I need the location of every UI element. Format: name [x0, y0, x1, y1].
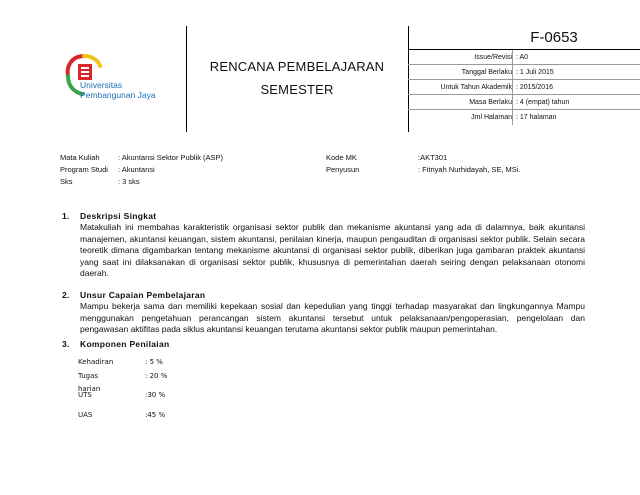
section-number: 1.	[62, 211, 70, 221]
info-row	[60, 152, 320, 164]
component-percent: : 5 %	[145, 358, 163, 366]
meta-label: Issue/Revisi	[474, 54, 512, 61]
info-row	[326, 164, 586, 176]
section-number: 3.	[62, 339, 70, 349]
document-title	[186, 26, 408, 132]
info-label: Program Studi	[60, 165, 108, 174]
component-name: UTS	[78, 391, 92, 399]
component-percent: : 20 %	[145, 371, 168, 380]
meta-separator	[512, 65, 513, 79]
meta-label: Masa Berlaku	[469, 99, 512, 106]
meta-value: : 4 (empat) tahun	[516, 99, 570, 106]
info-value: : Akuntansi	[118, 165, 155, 174]
section-number: 2.	[62, 290, 70, 300]
info-value: :AKT301	[418, 153, 448, 162]
info-label: Kode MK	[326, 153, 357, 162]
meta-label: Jml Halaman	[471, 114, 512, 121]
meta-row	[408, 50, 640, 65]
meta-value: : 1 Juli 2015	[516, 69, 554, 76]
info-label: Sks	[60, 177, 73, 186]
component-name: UAS	[78, 410, 93, 419]
logo-line-2: Pembangunan Jaya	[80, 90, 156, 100]
section-title: Deskripsi Singkat	[80, 211, 157, 221]
info-row	[326, 152, 586, 164]
meta-separator	[512, 80, 513, 94]
meta-label: Tanggal Berlaku	[461, 69, 512, 76]
meta-row	[408, 80, 640, 95]
section-body-1: Matakuliah ini membahas karakteristik organisasi sektor publik dan mekanisme akuntansi yang ada di dalamnya, baik akuntansi manajemen, akuntansi keuangan, sistem akuntansi, penilaian kinerja, maupun pengauditan di organisasi sektor publik. Selain secara teoretik dimana digambarkan tentang mekanisme akuntansi di organisasi sektor publik, diberikan juga gambaran praktek akuntansi yang saat ini dilaksanakan di organisasi sektor publik, khususnya di pemerintahan daerah seiring dengan pelaksanaan otonomi daerah.	[80, 222, 585, 278]
info-value: : 3 sks	[118, 177, 140, 186]
meta-row	[408, 65, 640, 80]
info-row	[60, 164, 320, 176]
component-percent: :45 %	[145, 410, 166, 419]
meta-value: : A0	[516, 54, 529, 61]
meta-separator	[512, 95, 513, 109]
form-code: F-0653	[408, 26, 640, 50]
section-heading-1	[62, 211, 156, 221]
info-label: Penyusun	[326, 165, 360, 174]
info-value: : Fitriyah Nurhidayah, SE, MSi.	[418, 165, 521, 174]
info-row	[60, 176, 320, 188]
info-label: Mata Kuliah	[60, 153, 100, 162]
section-heading-3	[62, 339, 169, 349]
section-heading-2	[62, 290, 205, 300]
meta-label: Untuk Tahun Akademik	[440, 84, 512, 91]
component-name: Kehadiran	[78, 358, 114, 366]
meta-value: : 17 halaman	[516, 114, 557, 121]
component-percent: :30 %	[145, 391, 166, 399]
info-value: : Akuntansi Sektor Publik (ASP)	[118, 153, 224, 162]
meta-value: : 2015/2016	[516, 84, 553, 91]
meta-row	[408, 95, 640, 110]
meta-separator	[512, 50, 513, 64]
university-logo	[58, 44, 178, 114]
title-line-2: SEMESTER	[260, 82, 334, 97]
logo-wordmark	[80, 80, 156, 100]
section-body-2: Mampu bekerja sama dan memiliki kepekaan sosial dan kepedulian yang tinggi terhadap masyarakat dan lingkungannya Mampu menggunakan pengetahuan perancangan sistem akuntansi tersebut untuk pelaksanaan/pengoperasian, pengelolaan dan pengawasan aktifitas pada siklus akuntansi keuangan terutama akuntansi sektor publik maupun pemerintahan.	[80, 301, 585, 334]
logo-line-1: Universitas	[80, 80, 123, 90]
component-name: Tugas harian	[78, 371, 101, 393]
document-header	[0, 26, 640, 132]
meta-row	[408, 110, 640, 125]
course-info-right	[326, 152, 586, 176]
section-title: Komponen Penilaian	[80, 339, 170, 349]
form-meta-table	[408, 26, 640, 125]
section-title: Unsur Capaian Pembelajaran	[80, 290, 206, 300]
meta-separator	[512, 110, 513, 125]
course-info-left	[60, 152, 320, 188]
title-line-1: RENCANA PEMBELAJARAN	[209, 59, 385, 74]
